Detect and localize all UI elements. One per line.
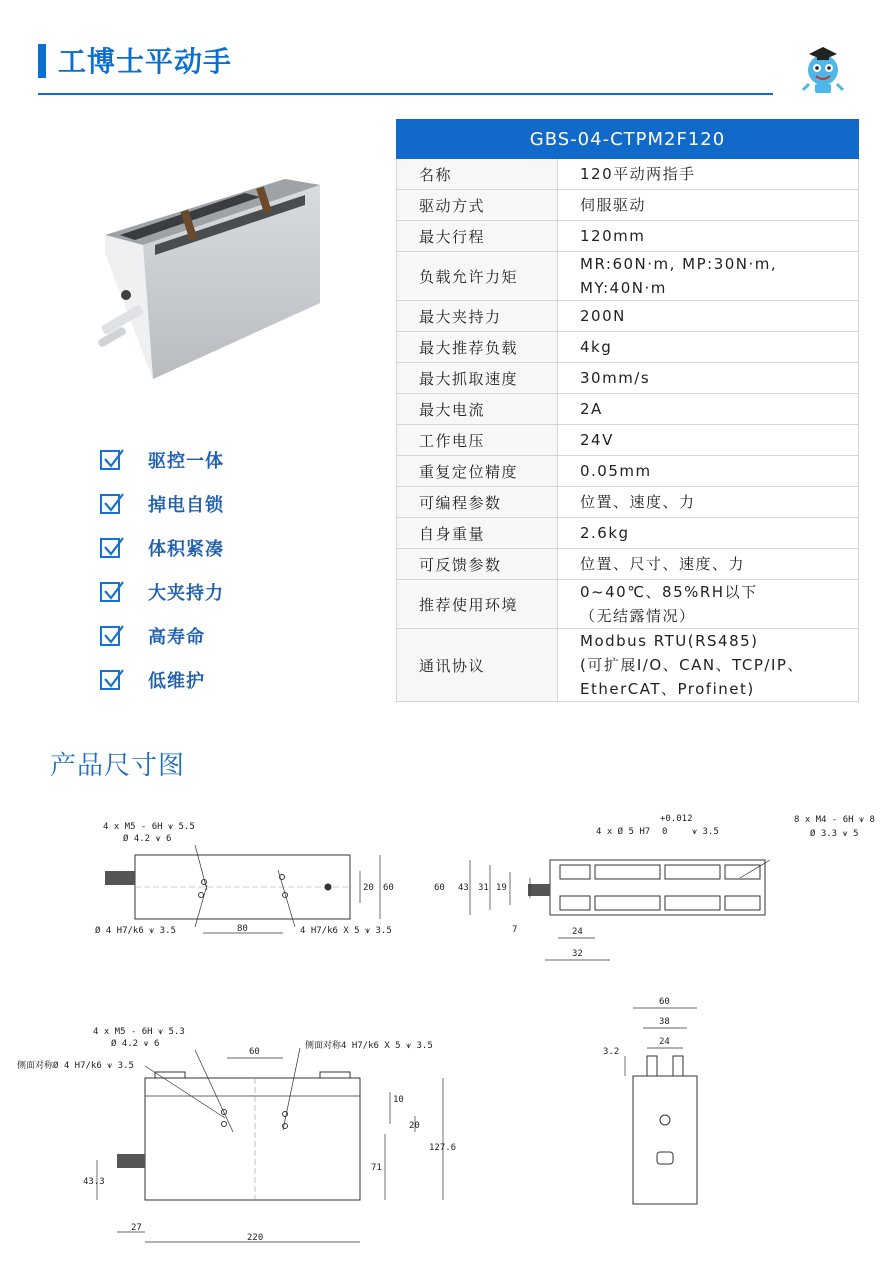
- spec-row: [397, 221, 859, 252]
- front-view-drawing: [430, 810, 880, 970]
- side-d20: 20: [409, 1121, 420, 1131]
- spec-row: [397, 580, 859, 629]
- feature-item: [100, 526, 224, 570]
- checkbox-icon: [100, 494, 120, 514]
- feature-item: [100, 570, 224, 614]
- front-tol0: 0: [662, 827, 668, 837]
- top-note2: Ø 4.2 ⩛ 6: [123, 834, 172, 844]
- side-d27: 27: [131, 1223, 142, 1233]
- side-note3: 侧面对称Ø 4 H7/k6 ⩛ 3.5: [17, 1061, 134, 1071]
- spec-key: 可反馈参数: [397, 549, 558, 580]
- feature-item: [100, 482, 224, 526]
- spec-key: 可编程参数: [397, 487, 558, 518]
- front-tol: +0.012: [660, 814, 693, 824]
- model-header: GBS-04-CTPM2F120: [397, 120, 859, 159]
- spec-key: 名称: [397, 159, 558, 190]
- feature-item: [100, 438, 224, 482]
- spec-key: 推荐使用环境: [397, 580, 558, 629]
- spec-table: [396, 119, 859, 702]
- spec-key: 驱动方式: [397, 190, 558, 221]
- checkbox-icon: [100, 538, 120, 558]
- spec-key: 自身重量: [397, 518, 558, 549]
- front-d19: 19: [496, 883, 507, 893]
- front-d43: 43: [458, 883, 469, 893]
- spec-value: 120mm: [558, 221, 859, 252]
- spec-key: 通讯协议: [397, 629, 558, 702]
- spec-value: 2A: [558, 394, 859, 425]
- checkbox-icon: [100, 582, 120, 602]
- feature-label: 驱控一体: [148, 451, 224, 472]
- spec-row: [397, 518, 859, 549]
- spec-key: 最大推荐负载: [397, 332, 558, 363]
- end-view-drawing: [595, 990, 745, 1220]
- checkbox-icon: [100, 670, 120, 690]
- spec-key: 最大抓取速度: [397, 363, 558, 394]
- top-note3: Ø 4 H7/k6 ⩛ 3.5: [95, 926, 176, 936]
- spec-row: [397, 190, 859, 221]
- spec-row: [397, 301, 859, 332]
- spec-value: 伺服驱动: [558, 190, 859, 221]
- spec-row: [397, 425, 859, 456]
- end-d38: 38: [659, 1017, 670, 1027]
- end-d32: 3.2: [603, 1047, 620, 1057]
- spec-key: 最大行程: [397, 221, 558, 252]
- feature-label: 体积紧凑: [148, 539, 224, 560]
- checkbox-icon: [100, 626, 120, 646]
- feature-label: 低维护: [148, 671, 205, 692]
- mascot-logo: [795, 40, 851, 96]
- feature-label: 大夹持力: [148, 583, 224, 604]
- spec-key: 最大夹持力: [397, 301, 558, 332]
- side-d10: 10: [393, 1095, 404, 1105]
- spec-value: 位置、尺寸、速度、力: [558, 549, 859, 580]
- spec-value: MR:60N·m, MP:30N·m, MY:40N·m: [558, 252, 859, 301]
- checkbox-icon: [100, 450, 120, 470]
- feature-list: [100, 438, 224, 702]
- top-note4: 4 H7/k6 X 5 ⩛ 3.5: [300, 926, 392, 936]
- front-d60: 60: [434, 883, 445, 893]
- feature-label: 高寿命: [148, 627, 205, 648]
- feature-label: 掉电自锁: [148, 495, 224, 516]
- front-d24: 24: [572, 927, 583, 937]
- side-view-drawing: [15, 1020, 465, 1250]
- top-d60: 60: [383, 883, 394, 893]
- front-d31: 31: [478, 883, 489, 893]
- spec-value: 0.05mm: [558, 456, 859, 487]
- side-note4: 侧面对称4 H7/k6 X 5 ⩛ 3.5: [305, 1041, 433, 1051]
- feature-item: [100, 614, 224, 658]
- front-d32: 32: [572, 949, 583, 959]
- front-d7: 7: [512, 925, 518, 935]
- spec-row: [397, 487, 859, 518]
- front-note2: 8 x M4 - 6H ⩛ 8: [794, 815, 875, 825]
- spec-key: 工作电压: [397, 425, 558, 456]
- feature-item: [100, 658, 224, 702]
- dimension-section-title: 产品尺寸图: [50, 751, 186, 781]
- side-d71: 71: [371, 1163, 382, 1173]
- header-divider: [38, 93, 773, 95]
- spec-row: [397, 549, 859, 580]
- front-note3: Ø 3.3 ⩛ 5: [810, 829, 859, 839]
- spec-key: 重复定位精度: [397, 456, 558, 487]
- top-view-drawing: [95, 815, 405, 945]
- spec-value: 200N: [558, 301, 859, 332]
- page-title: 工博士平动手: [58, 45, 233, 78]
- spec-row: [397, 629, 859, 702]
- spec-key: 最大电流: [397, 394, 558, 425]
- spec-value: 0~40℃、85%RH以下 （无结露情况）: [558, 580, 859, 629]
- spec-key: 负载允许力矩: [397, 252, 558, 301]
- spec-value: 30mm/s: [558, 363, 859, 394]
- spec-row: [397, 159, 859, 190]
- spec-row: [397, 252, 859, 301]
- end-d24: 24: [659, 1037, 670, 1047]
- side-note2: Ø 4.2 ⩛ 6: [111, 1039, 160, 1049]
- spec-row: [397, 363, 859, 394]
- front-note1b: ⩛ 3.5: [692, 827, 719, 837]
- side-d127: 127.6: [429, 1143, 457, 1153]
- end-d60: 60: [659, 997, 670, 1007]
- side-d60: 60: [249, 1047, 260, 1057]
- spec-value: 24V: [558, 425, 859, 456]
- side-d43: 43.3: [83, 1177, 105, 1187]
- top-note1: 4 x M5 - 6H ⩛ 5.5: [103, 822, 195, 832]
- spec-row: [397, 456, 859, 487]
- spec-value: 位置、速度、力: [558, 487, 859, 518]
- spec-value: 2.6kg: [558, 518, 859, 549]
- header-accent-bar: [38, 44, 46, 78]
- spec-value: 4kg: [558, 332, 859, 363]
- spec-value: Modbus RTU(RS485) (可扩展I/O、CAN、TCP/IP、 EtherCAT、Profinet): [558, 629, 859, 702]
- side-d220: 220: [247, 1233, 264, 1243]
- spec-row: [397, 394, 859, 425]
- spec-value: 120平动两指手: [558, 159, 859, 190]
- product-photo: [95, 165, 320, 385]
- top-d20: 20: [363, 883, 374, 893]
- front-note1: 4 x Ø 5 H7: [596, 827, 651, 837]
- side-note1: 4 x M5 - 6H ⩛ 5.3: [93, 1027, 185, 1037]
- top-d80: 80: [237, 924, 248, 934]
- spec-row: [397, 332, 859, 363]
